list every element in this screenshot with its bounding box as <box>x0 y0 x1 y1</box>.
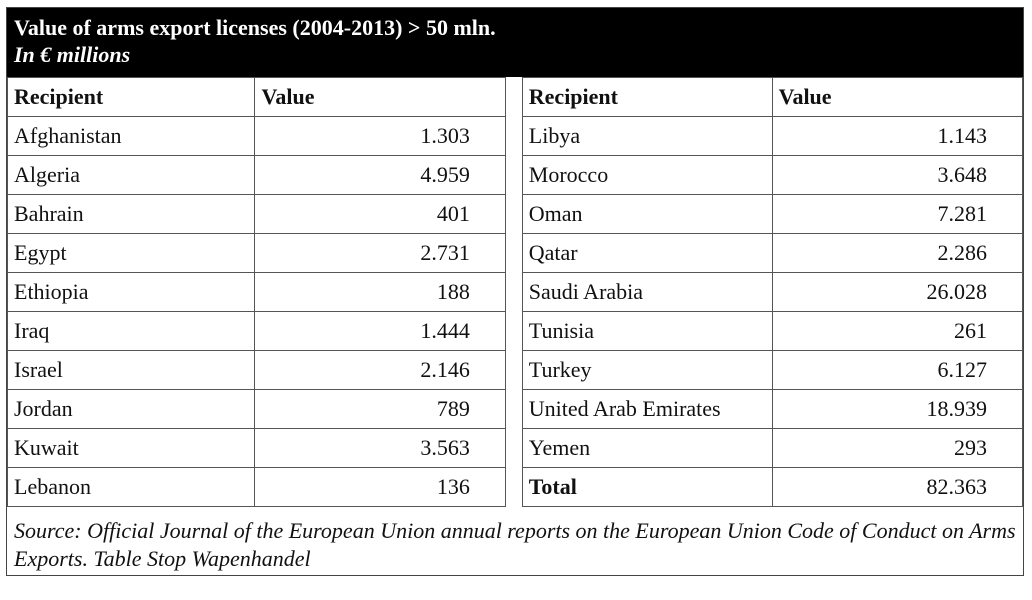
recipient-cell: Libya <box>522 117 772 156</box>
column-gap <box>505 312 522 351</box>
table-row <box>8 429 1023 468</box>
value-cell: 293 <box>772 429 1022 468</box>
column-header-value: Value <box>772 78 1022 117</box>
table-row <box>8 195 1023 234</box>
column-header-recipient: Recipient <box>522 78 772 117</box>
column-gap <box>505 351 522 390</box>
column-gap <box>505 78 522 117</box>
recipient-cell: Morocco <box>522 156 772 195</box>
column-gap <box>505 390 522 429</box>
table-row <box>8 117 1023 156</box>
table-title: Value of arms export licenses (2004-2013) > 50 mln. <box>14 15 496 40</box>
recipient-cell: Jordan <box>8 390 255 429</box>
value-cell: 2.731 <box>255 234 505 273</box>
recipient-cell: Egypt <box>8 234 255 273</box>
value-cell: 3.563 <box>255 429 505 468</box>
recipient-cell: Ethiopia <box>8 273 255 312</box>
value-cell: 401 <box>255 195 505 234</box>
value-cell: 26.028 <box>772 273 1022 312</box>
recipient-cell: Afghanistan <box>8 117 255 156</box>
value-cell: 789 <box>255 390 505 429</box>
recipient-cell: Kuwait <box>8 429 255 468</box>
value-cell: 1.143 <box>772 117 1022 156</box>
value-cell: 188 <box>255 273 505 312</box>
data-table <box>7 77 1023 507</box>
value-cell: 6.127 <box>772 351 1022 390</box>
value-cell: 1.303 <box>255 117 505 156</box>
value-cell: 2.146 <box>255 351 505 390</box>
table-body <box>8 117 1023 507</box>
table-row <box>8 468 1023 507</box>
column-gap <box>505 195 522 234</box>
column-header-recipient: Recipient <box>8 78 255 117</box>
recipient-cell: Tunisia <box>522 312 772 351</box>
value-cell: 4.959 <box>255 156 505 195</box>
recipient-cell: Oman <box>522 195 772 234</box>
value-cell: 1.444 <box>255 312 505 351</box>
table-figure <box>6 7 1024 576</box>
recipient-cell: Lebanon <box>8 468 255 507</box>
table-row <box>8 234 1023 273</box>
table-row <box>8 273 1023 312</box>
recipient-cell: Iraq <box>8 312 255 351</box>
table-subtitle: In € millions <box>14 42 131 67</box>
header-row <box>8 78 1023 117</box>
column-header-value: Value <box>255 78 505 117</box>
table-row <box>8 351 1023 390</box>
value-cell: 3.648 <box>772 156 1022 195</box>
source-note: Source: Official Journal of the European Union annual reports on the European Union Code of Conduct on Arms Exports. Table Stop Wapenhandel <box>14 518 1016 571</box>
value-cell: 2.286 <box>772 234 1022 273</box>
column-gap <box>505 234 522 273</box>
recipient-cell: Algeria <box>8 156 255 195</box>
column-gap <box>505 429 522 468</box>
column-gap <box>505 117 522 156</box>
table-row <box>8 156 1023 195</box>
value-cell: 18.939 <box>772 390 1022 429</box>
column-gap <box>505 468 522 507</box>
recipient-cell: Yemen <box>522 429 772 468</box>
table-row <box>8 312 1023 351</box>
value-cell: 7.281 <box>772 195 1022 234</box>
recipient-cell: Turkey <box>522 351 772 390</box>
recipient-cell: Israel <box>8 351 255 390</box>
column-gap <box>505 273 522 312</box>
value-cell: 261 <box>772 312 1022 351</box>
recipient-cell: Saudi Arabia <box>522 273 772 312</box>
total-label: Total <box>522 468 772 507</box>
column-gap <box>505 156 522 195</box>
title-bar <box>7 8 1023 77</box>
recipient-cell: Bahrain <box>8 195 255 234</box>
value-cell: 136 <box>255 468 505 507</box>
table-row <box>8 390 1023 429</box>
recipient-cell: Qatar <box>522 234 772 273</box>
recipient-cell: United Arab Emirates <box>522 390 772 429</box>
total-value: 82.363 <box>772 468 1022 507</box>
